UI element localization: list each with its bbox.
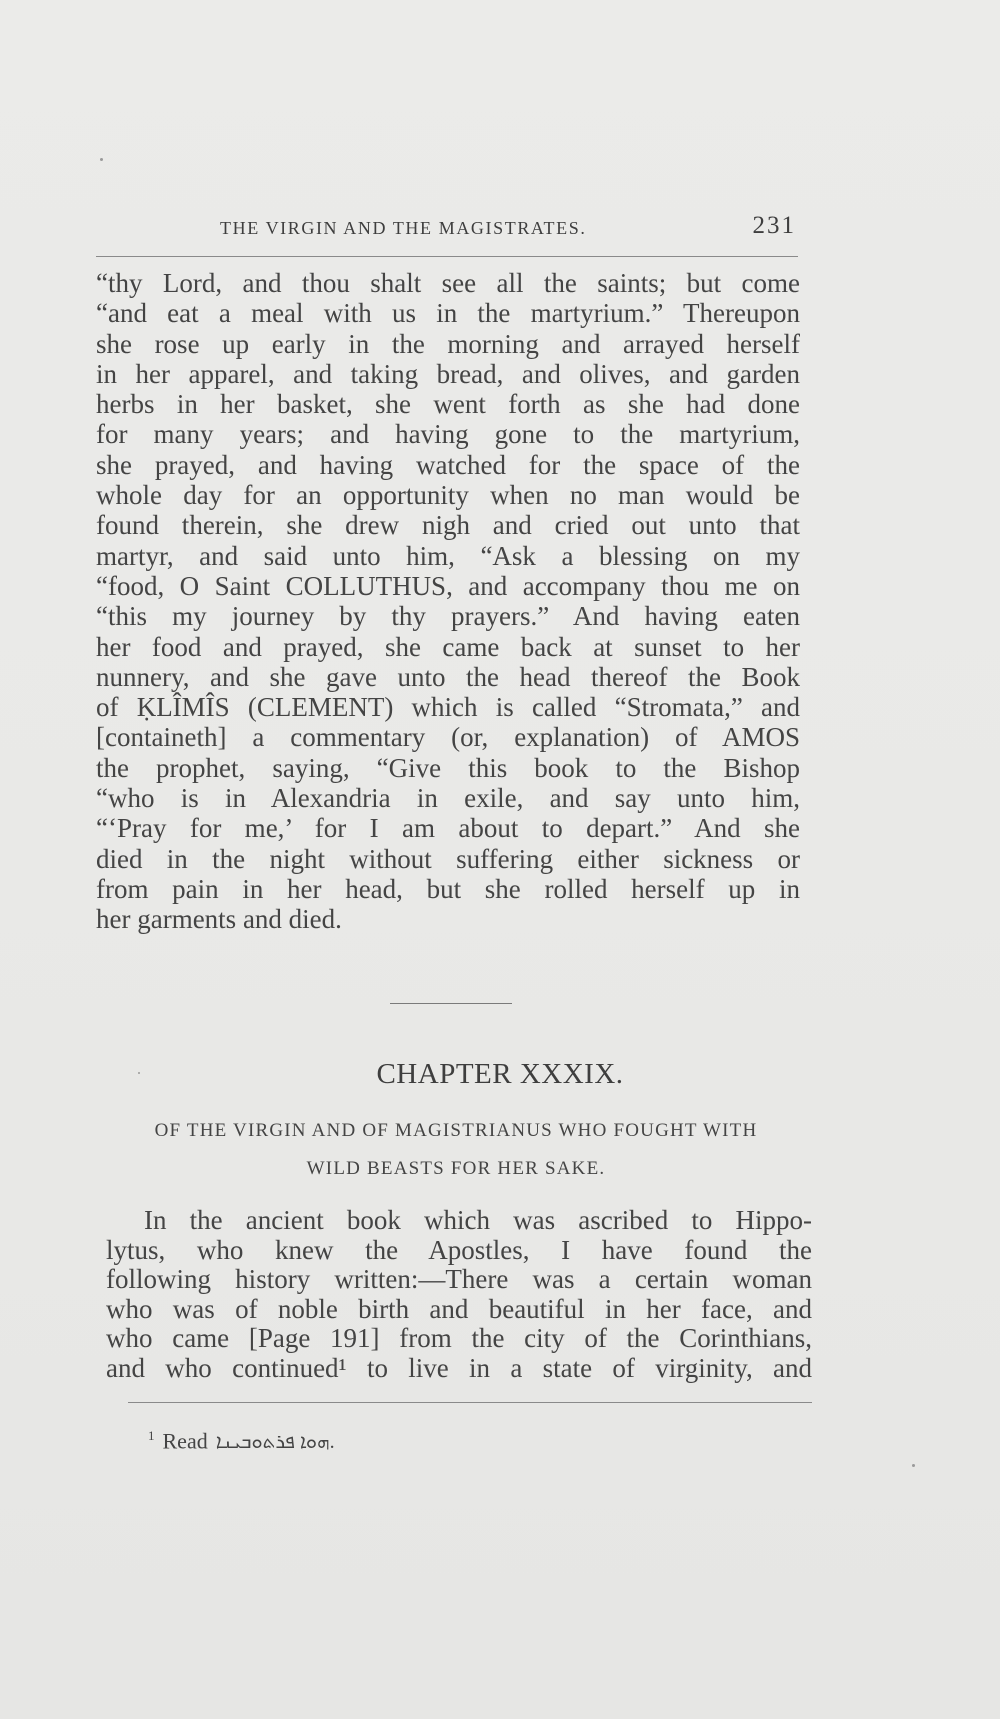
- text-line: found therein, she drew nigh and cried out unto that: [96, 510, 800, 541]
- footnote-syriac: ܗܘܐ ܦܪܬܘܒܝܢܐ.: [215, 1431, 335, 1454]
- chapter-subtitle-line-2: WILD BEASTS FOR HER SAKE.: [306, 1158, 606, 1179]
- paper-speck: [100, 158, 103, 161]
- text-line: “‘Pray for me,’ for I am about to depart.” And she: [96, 813, 800, 844]
- page-number: 231: [752, 212, 796, 239]
- text-line: herbs in her basket, she went forth as she had done: [96, 389, 800, 420]
- running-head: [96, 214, 796, 250]
- text-line: “this my journey by thy prayers.” And having eaten: [96, 601, 800, 632]
- text-line: who was of noble birth and beautiful in her face, and: [106, 1293, 812, 1324]
- text-line: “who is in Alexandria in exile, and say unto him,: [96, 783, 800, 814]
- text-line: and who continued¹ to live in a state of virginity, and: [106, 1352, 812, 1383]
- text-line: the prophet, saying, “Give this book to the Bishop: [96, 752, 800, 783]
- body-text-top: [96, 268, 800, 935]
- body-text-bottom: [106, 1206, 812, 1383]
- chapter-subtitle-line-1: OF THE VIRGIN AND OF MAGISTRIANUS WHO FOUGHT WITH: [154, 1120, 758, 1141]
- chapter-title: CHAPTER XXXIX.: [376, 1058, 624, 1090]
- text-line: lytus, who knew the Apostles, I have found the: [106, 1234, 812, 1265]
- text-line: died in the night without suffering either sickness or: [96, 843, 800, 874]
- footnote-text: Read: [162, 1428, 208, 1454]
- text-line: martyr, and said unto him, “Ask a blessing on my: [96, 540, 800, 571]
- text-line: her food and prayed, she came back at sunset to her: [96, 631, 800, 662]
- text-line: “and eat a meal with us in the martyrium.” Thereupon: [96, 298, 800, 329]
- footnote: [148, 1428, 335, 1454]
- footnote-marker: 1: [148, 1428, 155, 1443]
- text-line: for many years; and having gone to the martyrium,: [96, 419, 800, 450]
- header-rule: [96, 256, 798, 257]
- running-title: THE VIRGIN AND THE MAGISTRATES.: [220, 218, 587, 238]
- text-line: she prayed, and having watched for the space of the: [96, 449, 800, 480]
- text-line: following history written:—There was a certain woman: [106, 1264, 812, 1294]
- section-divider: [390, 1003, 512, 1004]
- text-line: of ḲLÎMÎS (CLEMENT) which is called “Stromata,” and: [96, 692, 800, 723]
- text-line: from pain in her head, but she rolled herself up in: [96, 873, 800, 904]
- text-line: [containeth] a commentary (or, explanation) of AMOS: [96, 722, 800, 753]
- paper-speck: [138, 1072, 140, 1074]
- text-line: she rose up early in the morning and arrayed herself: [96, 328, 800, 359]
- text-line: In the ancient book which was ascribed to Hippo-: [144, 1205, 812, 1235]
- text-line: who came [Page 191] from the city of the Corinthians,: [106, 1323, 812, 1353]
- paper-speck: [912, 1464, 915, 1467]
- text-line: her garments and died.: [96, 904, 342, 935]
- text-line: in her apparel, and taking bread, and olives, and garden: [96, 358, 800, 389]
- text-line: nunnery, and she gave unto the head thereof the Book: [96, 661, 800, 692]
- text-line: “food, O Saint COLLUTHUS, and accompany thou me on: [96, 570, 800, 601]
- text-line: “thy Lord, and thou shalt see all the saints; but come: [96, 268, 800, 298]
- footnote-rule: [128, 1402, 812, 1403]
- text-line: whole day for an opportunity when no man would be: [96, 480, 800, 511]
